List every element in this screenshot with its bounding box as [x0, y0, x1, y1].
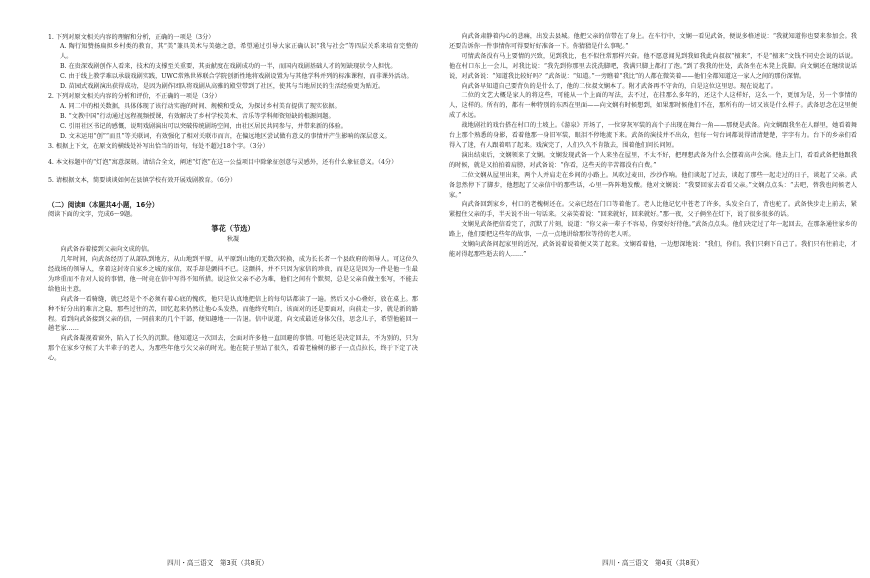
question-2-option-d: D. 文末运用“创”“而且”等关联词，有效强化了相对关联市而言，在偏远地区尝试做有意义的事情并产生影响的深层意义。	[60, 133, 391, 141]
article-paragraph: 几年时间，向武备经历了从部队到地方，从山地到平原，从平原到山地的无数次转换，成为长长者一个县政府的领导人。可这位久经战场的领导人，拿着这封寄自家乡之城的家信，双手却是颤抖不已。这颤抖，并不只因为家信的珍贵，而是这是因为一件是他一生最为珍重而不肯对人说的事情，他一时竟在信中写得不知所措。说这位父亲不必为难，他们之间有个默契，总是父亲自做主张写，不能去给他出主意。	[48, 256, 418, 293]
section-title: （二）阅读Ⅱ（本题共4小题，16分）	[48, 201, 159, 210]
right-page-footer: 四川・高三语文 第4页（共8页）	[602, 559, 703, 567]
question-3: 3. 根据上下文，在原文的横线处补写出恰当的语句，每处不超过18个字。（3分）	[48, 143, 269, 151]
article-paragraph: 向武备早知道自己要背负的是什么了，他的二位叔文娴本了。附才武备再不守舍的，自是这位这里思。现在说起了。	[461, 82, 777, 90]
article-paragraph: 向武备一看骑缝，就已经是个不必须有着心底的愧疚，他只是认真地把信上的每句话都读了一遍。然后又小心叠好，放在桌上。那种不好分出的难言之隐，那些过往的苦，回忆起来仍然让他心头发热，而他终究明白，该面对的还是要面对，向前走一步，就是新的路程。看到向武备接到父亲的信，一同前来的几个干部，便知趣地一一告退。信中说道，向文成最近身体欠佳，思念儿子，希望他能回一趟老家……	[48, 295, 418, 333]
left-page-footer: 四川・高三语文 第3页（共8页）	[167, 559, 268, 567]
right-page	[435, 0, 870, 578]
question-1-option-a: A. 陶行知赞扬扁担乡村类的教育，其“美”兼具美术与美德之意，希望通过引导大家正确认识“我与社会”等四层关系来培育完整的人。	[60, 43, 418, 61]
question-1-option-c: C. 由于线上教学难以承载戏剧实践，UWC常熟世界联合学院创新性地将戏剧设置为与其他学科并列的标准课程，而非课外活动。	[60, 73, 413, 81]
article-paragraph: 可情武备没有马上要情的兴致，见到我比，也不似往常那样兴奋。他不愿意闻见到我如我此向叔叔“擅来”，不是“擅来”文钱不同史会说的话说。他在村口东上一会儿，对我比说：“我先到你那里去洗洗脚吧，我满只脚上都打了泡。”到了我我的住处，武备坐在木凳上洗脚。向文娴还在继续说话说，对武备说：“知道我比较好吗？”武备说：“知道。”一旁瞧着“我比”的人都在微笑着——他们全都知道这一家人之间的那份深情。	[449, 52, 857, 80]
section-instruction: 阅读下面的文字，完成6～9题。	[48, 211, 137, 219]
article-paragraph: 文娴见武备把信看完了，沉默了片刻，说道：“你父亲一辈子不容易，你要好好待他。”武备点点头。他们决定过了年一起回去，在那条通往家乡的路上，他们要把这些年的故事，一点一点地讲给那位等待的老人听。	[449, 221, 857, 239]
question-2-stem: 2. 下列对原文相关内容的分析和评价，不正确的一项是（3分）	[48, 93, 221, 101]
article-paragraph: 向武备肃静着内心的悲痛，出发去县城。他把父亲的信带在了身上。在车行中，文娴一看见武备，便说多格述说：“我就知道你也要来参加会。我还要告诉你一件事情你可得要好好准备一下。你猜猜是什么事呢。”	[449, 33, 857, 50]
article-paragraph: 二位的文艺大概是家人的将这些，可能从一个上面的写法，去不过，在挂那么多年的，还这个人这样好，这么一个，更加为是，另一个事情的人，这样的。所有的，都有一种特别的东西在里面——向文娴有时候想到，如果那时候他们不在，那所有的一切又该是什么样子。武备思念在这里便成了永远。	[449, 92, 857, 120]
right-column	[449, 32, 857, 260]
question-1-option-d: D. 苗园式戏剧演出获得成功，是因为剧作团队将戏剧从高雅的殿堂带到了社区，使其与当地居民的生活经验更为贴近。	[60, 83, 385, 91]
question-1-stem: 1. 下列对原文相关内容的理解和分析，正确的一项是（3分）	[48, 33, 215, 41]
article-paragraph: 文娴向武备问起家里的近况，武备说着说着便又笑了起来。文娴看着他，一边想深地说：“我们，你们。我们只剩下自己了。我们只有往前走，才能对得起那些逝去的人……”	[449, 241, 857, 258]
question-2-option-c: C. 引用社区书记的感慨，说明戏剧演出可以突破传统剧场空间，由社区居民共同参与，并带来新的体验。	[60, 123, 347, 131]
article-paragraph: 战地剧社的戏台搭在村口的土坡上。《游泉》开场了，一位穿灰军装的高个子出现在舞台一角——那便是武备。向文娴跟我坐在人群里，她看着舞台上那个熟悉的身影，看着他那一身旧军装，眼泪不停地流下来。武备的演技并不出众，但每一句台词都说得清清楚楚，字字有力。台下的乡亲们看得入了迷，有人跟着唱了起来。戏演完了，人们久久不肯散去，围着他们问长问短。	[449, 122, 857, 149]
article-paragraph: 向武备回到家乡，村口的老槐树还在。父亲已经在门口等着他了。老人比他记忆中苍老了许多，头发全白了，背也驼了。武备快步走上前去，紧紧握住父亲的手，半天说不出一句话来。父亲笑着说：“回来就好，回来就好。”那一夜，父子俩坐在灯下，说了很多很多的话。	[449, 201, 857, 219]
question-2-option-b: B. “文教中国”行动通过远程视频授课，有效解决了乡村学校美术、音乐等学科师资短缺的根源问题。	[60, 113, 335, 121]
question-1-option-b: B. 在贵深戏剧创作人看来，技术的支撑至关重要，其贡献度在戏剧成功的一半，而国内戏剧基础人才的短缺现状令人担忧。	[60, 63, 397, 71]
article-author: 秋凝	[226, 236, 240, 244]
question-2-option-a: A. 同二中的相关数据，具体体现了该行动实施的时间、规模和受众，为探讨乡村美育提供了现实依据。	[60, 103, 341, 111]
article-paragraph: 向武备吞着接到父亲向文成的信。	[60, 246, 154, 254]
article-title: 箏花（节选）	[211, 224, 255, 234]
question-5: 5. 请根据文本，简要谈谈如何在县镇学校有效开展戏剧教育。（6分）	[48, 177, 237, 185]
article-paragraph: 二位文娴从屋里出来，两个人并肩走在乡间的小路上。风吹过麦田，沙沙作响。他们谈起了过去，谈起了那些一起走过的日子，谈起了父亲。武备忽然停下了脚步，他想起了父亲信中的那些话，心里一阵阵地发酸。他对文娴说：“我要回家去看看父亲。”文娴点点头：“去吧，替我也问候老人家。”	[449, 171, 857, 199]
question-4: 4. 本文标题中的“灯泡”寓意深刻。请结合全文，阐述“灯泡”在这一公益项目中除象征创意与灵感外，还有什么象征意义。（4分）	[48, 158, 398, 166]
article-paragraph: 向武备凝视着窗外，陷入了长久的沉默。他知道这一次回去，会面对许多他一直回避的事情。可他还是决定回去，不为别的，只为那个在家乡守候了大半辈子的老人，为那些年他亏欠父亲的时光。他在院子里站了很久，看着老榆树的影子一点点拉长，终于下定了决心。	[48, 335, 418, 363]
article-paragraph: 演出结束后，文娴领来了文娴。文娴发现武备一个人来坐在屋里，不太不好，把理想武备为什么会摆着高声会演。他去上门，看看武备把他跟我的时候，就是又拍拍着肩膀，对武备说：“你看，这些天的辛苦都没有白费。”	[449, 151, 857, 169]
left-column	[48, 32, 418, 364]
